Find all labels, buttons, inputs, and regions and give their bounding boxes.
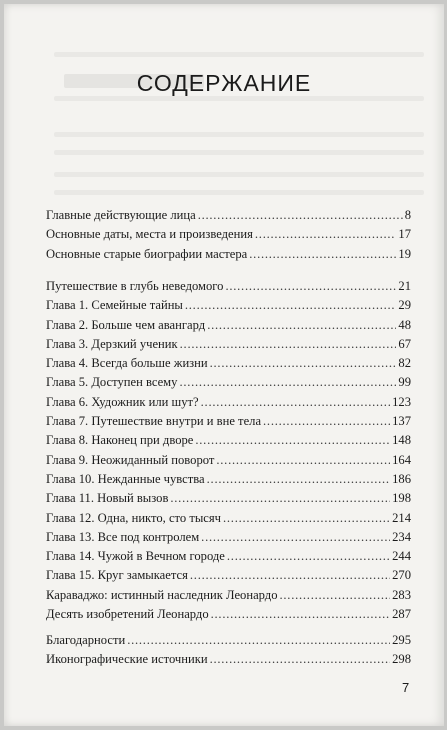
bleed-through-line [54, 52, 424, 57]
entry-label: Глава 1. Семейные тайны [46, 298, 183, 313]
entry-label: Глава 4. Всегда больше жизни [46, 356, 208, 371]
toc-entry [46, 528, 411, 547]
entry-label: Главные действующие лица [46, 208, 196, 222]
entry-label: Глава 9. Неожиданный поворот [46, 452, 215, 467]
entry-page: 123 [392, 394, 411, 409]
entry-label: Глава 2. Больше чем авангард [46, 317, 206, 332]
entry-page: 214 [392, 510, 411, 525]
toc-entry [46, 547, 411, 566]
entry-label: Путешествие в глубь неведомого [46, 279, 224, 293]
leader-dots [263, 412, 390, 431]
toc-entry [46, 393, 411, 412]
entry-label: Глава 3. Дерзкий ученик [46, 336, 178, 351]
entry-label: Основные старые биографии мастера [46, 246, 248, 261]
entry-page: 148 [392, 433, 411, 448]
toc-entry [46, 650, 411, 669]
leader-dots [201, 528, 390, 547]
entry-page: 283 [392, 587, 411, 602]
entry-page: 82 [398, 356, 411, 371]
leader-dots [210, 650, 391, 669]
entry-page: 8 [404, 208, 411, 222]
entry-page: 234 [392, 529, 411, 544]
toc-entry [46, 316, 411, 335]
toc-entry [46, 206, 411, 225]
leader-dots [255, 225, 397, 244]
entry-label: Благодарности [46, 633, 126, 647]
entry-page: 48 [398, 317, 411, 332]
leader-dots [249, 245, 396, 264]
entry-label: Десять изобретений Леонардо [46, 607, 209, 622]
entry-page: 137 [392, 414, 411, 429]
toc-entry [46, 631, 411, 650]
leader-dots [190, 566, 390, 585]
leader-dots [207, 470, 390, 489]
toc-chapters [46, 277, 411, 624]
leader-dots [280, 586, 391, 605]
toc-entry [46, 277, 411, 296]
entry-page: 287 [392, 607, 411, 622]
bleed-through-line [54, 132, 424, 137]
leader-dots [170, 489, 390, 508]
leader-dots [225, 277, 396, 296]
entry-page: 67 [398, 336, 411, 351]
entry-page: 99 [398, 375, 411, 390]
toc-entry [46, 225, 411, 244]
toc-entry [46, 431, 411, 450]
leader-dots [211, 605, 390, 624]
entry-page: 270 [392, 568, 411, 583]
entry-page: 17 [398, 227, 411, 242]
entry-page: 21 [398, 279, 411, 293]
toc-entry [46, 335, 411, 354]
entry-label: Глава 12. Одна, никто, сто тысяч [46, 510, 221, 525]
toc-entry [46, 373, 411, 392]
leader-dots [185, 296, 397, 315]
entry-label: Глава 13. Все под контролем [46, 529, 200, 544]
leader-dots [198, 206, 403, 225]
entry-label: Иконографические источники [46, 652, 208, 667]
toc-entry [46, 412, 411, 431]
entry-page: 198 [392, 491, 411, 506]
entry-label: Караваджо: истинный наследник Леонардо [46, 587, 278, 602]
toc-entry [46, 489, 411, 508]
entry-label: Глава 7. Путешествие внутри и вне тела [46, 414, 262, 429]
toc-entry [46, 470, 411, 489]
entry-label: Глава 6. Художник или шут? [46, 394, 199, 409]
bleed-through-line [54, 150, 424, 155]
page-title: СОДЕРЖАНИЕ [136, 70, 312, 96]
leader-dots [207, 316, 396, 335]
toc-entry [46, 605, 411, 624]
toc-entry [46, 354, 411, 373]
toc-entry [46, 245, 411, 264]
bleed-through-line [54, 190, 424, 195]
entry-label: Глава 10. Нежданные чувства [46, 471, 205, 486]
toc-entry [46, 509, 411, 528]
entry-page: 244 [392, 549, 411, 564]
leader-dots [216, 451, 390, 470]
toc-entry [46, 586, 411, 605]
toc-entry [46, 451, 411, 470]
entry-label: Глава 5. Доступен всему [46, 375, 178, 390]
entry-page: 295 [392, 633, 411, 647]
toc-back-matter [46, 631, 411, 670]
toc-entry [46, 566, 411, 585]
toc-front-matter [46, 206, 411, 264]
leader-dots [127, 631, 390, 650]
entry-label: Глава 15. Круг замыкается [46, 568, 188, 583]
entry-page: 164 [392, 452, 411, 467]
entry-page: 186 [392, 471, 411, 486]
leader-dots [201, 393, 390, 412]
entry-page: 29 [398, 298, 411, 313]
leader-dots [179, 373, 396, 392]
leader-dots [180, 335, 397, 354]
toc-entry [46, 296, 411, 315]
entry-label: Глава 14. Чужой в Вечном городе [46, 549, 225, 564]
page-number: 7 [402, 680, 410, 695]
book-page [4, 4, 444, 726]
entry-page: 298 [392, 652, 411, 667]
entry-label: Глава 8. Наконец при дворе [46, 433, 194, 448]
leader-dots [210, 354, 397, 373]
entry-page: 19 [398, 246, 411, 261]
leader-dots [223, 509, 390, 528]
leader-dots [227, 547, 390, 566]
bleed-through-line [54, 172, 424, 177]
leader-dots [195, 431, 390, 450]
entry-label: Основные даты, места и произведения [46, 227, 253, 242]
entry-label: Глава 11. Новый вызов [46, 491, 169, 506]
